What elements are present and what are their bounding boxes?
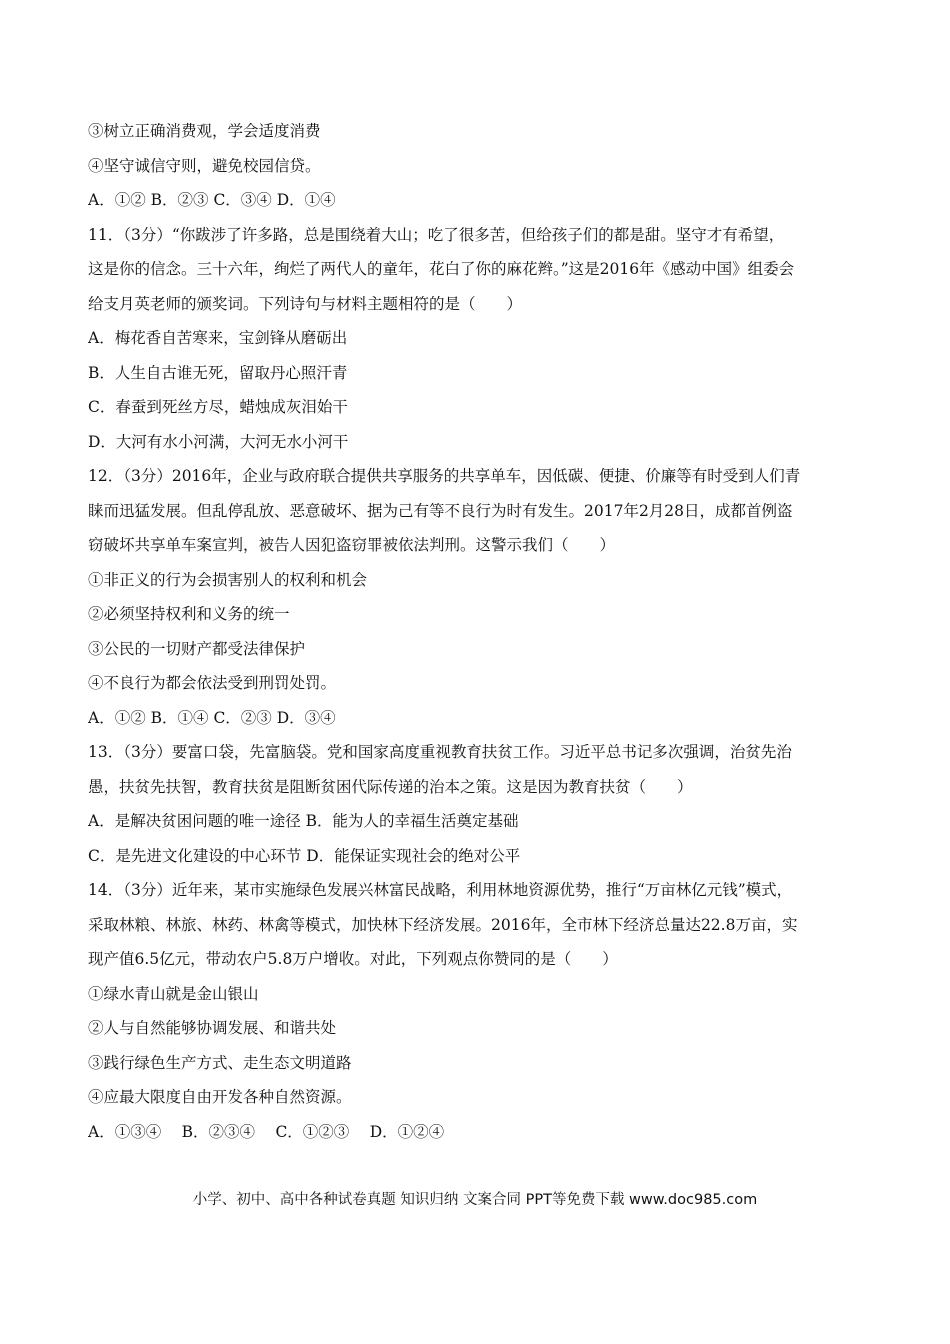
- answer-choices-q12: A．①② B．①④ C．②③ D．③④: [88, 708, 336, 727]
- option-statement-4: ④坚守诚信守则，避免校园信贷。: [88, 156, 321, 175]
- option-statement-3: ③树立正确消费观，学会适度消费: [88, 122, 321, 140]
- statement-4-q12: ④不良行为都会依法受到刑罚处罚。: [88, 674, 337, 692]
- statement-4-q14: ④应最大限度自由开发各种自然资源。: [88, 1088, 352, 1106]
- page-footer: 小学、初中、高中各种试卷真题 知识归纳 文案合同 PPT等免费下载 www.doc985.com: [192, 1192, 758, 1208]
- statement-1-q14: ①绿水青山就是金山银山: [88, 984, 259, 1003]
- question-11-line-2: 这是你的信念。三十六年，绚烂了两代人的童年，花白了你的麻花辫。”这是2016年《感动中国》组委会: [88, 260, 795, 278]
- question-14-line-2: 采取林粮、林旅、林药、林禽等模式，加快林下经济发展。2016年，全市林下经济总量达22.8万亩，实: [88, 915, 798, 934]
- question-11-line-3: 给支月英老师的颁奖词。下列诗句与材料主题相符的是（ ）: [88, 294, 523, 313]
- answer-choices-ab-q13: A．是解决贫困问题的唯一途径 B．能为人的幸福生活奠定基础: [88, 812, 519, 830]
- answer-choice-b-q11: B．人生自古谁无死，留取丹心照汗青: [88, 363, 348, 382]
- question-11-line-1: 11．（3分）“你跋涉了许多路，总是围绕着大山；吃了很多苦，但给孩子们的都是甜。坚守才有希望，: [88, 225, 785, 244]
- statement-1-q12: ①非正义的行为会损害别人的权利和机会: [88, 570, 368, 589]
- question-12-line-3: 窃破坏共享单车案宣判，被告人因犯盗窃罪被依法判刑。这警示我们（ ）: [88, 536, 616, 554]
- answer-choices-q10: A．①② B．②③ C．③④ D．①④: [88, 191, 336, 209]
- question-14-line-1: 14．（3分）近年来，某市实施绿色发展兴林富民战略，利用林地资源优势，推行“万亩林亿元钱”模式，: [88, 881, 793, 899]
- statement-2-q12: ②必须坚持权利和义务的统一: [88, 605, 290, 623]
- question-text-block: [88, 114, 888, 1149]
- question-13-line-1: 13．（3分）要富口袋，先富脑袋。党和国家高度重视教育扶贫工作。习近平总书记多次强调，治贫先治: [88, 743, 792, 761]
- answer-choices-cd-q13: C．是先进文化建设的中心环节 D．能保证实现社会的绝对公平: [88, 846, 521, 865]
- question-13-line-2: 愚，扶贫先扶智，教育扶贫是阻断贫困代际传递的治本之策。这是因为教育扶贫（ ）: [88, 777, 693, 796]
- statement-3-q14: ③践行绿色生产方式、走生态文明道路: [88, 1053, 352, 1072]
- statement-2-q14: ②人与自然能够协调发展、和谐共处: [88, 1019, 337, 1037]
- answer-choice-c-q11: C．春蚕到死丝方尽，蜡烛成灰泪始干: [88, 398, 348, 416]
- answer-choices-q14: A．①③④ B．②③④ C．①②③ D．①②④: [88, 1122, 445, 1141]
- question-12-line-2: 睐而迅猛发展。但乱停乱放、恶意破坏、据为己有等不良行为时有发生。2017年2月28日，成都首例盗: [88, 501, 793, 520]
- question-12-line-1: 12．（3分）2016年，企业与政府联合提供共享服务的共享单车，因低碳、便捷、价廉等有时受到人们青: [88, 467, 801, 485]
- answer-choice-d-q11: D．大河有水小河满，大河无水小河干: [88, 432, 349, 451]
- answer-choice-a-q11: A．梅花香自苦寒来，宝剑锋从磨砺出: [88, 329, 348, 347]
- question-14-line-3: 现产值6.5亿元，带动农户5.8万户增收。对此，下列观点你赞同的是（ ）: [88, 950, 618, 968]
- statement-3-q12: ③公民的一切财产都受法律保护: [88, 639, 306, 658]
